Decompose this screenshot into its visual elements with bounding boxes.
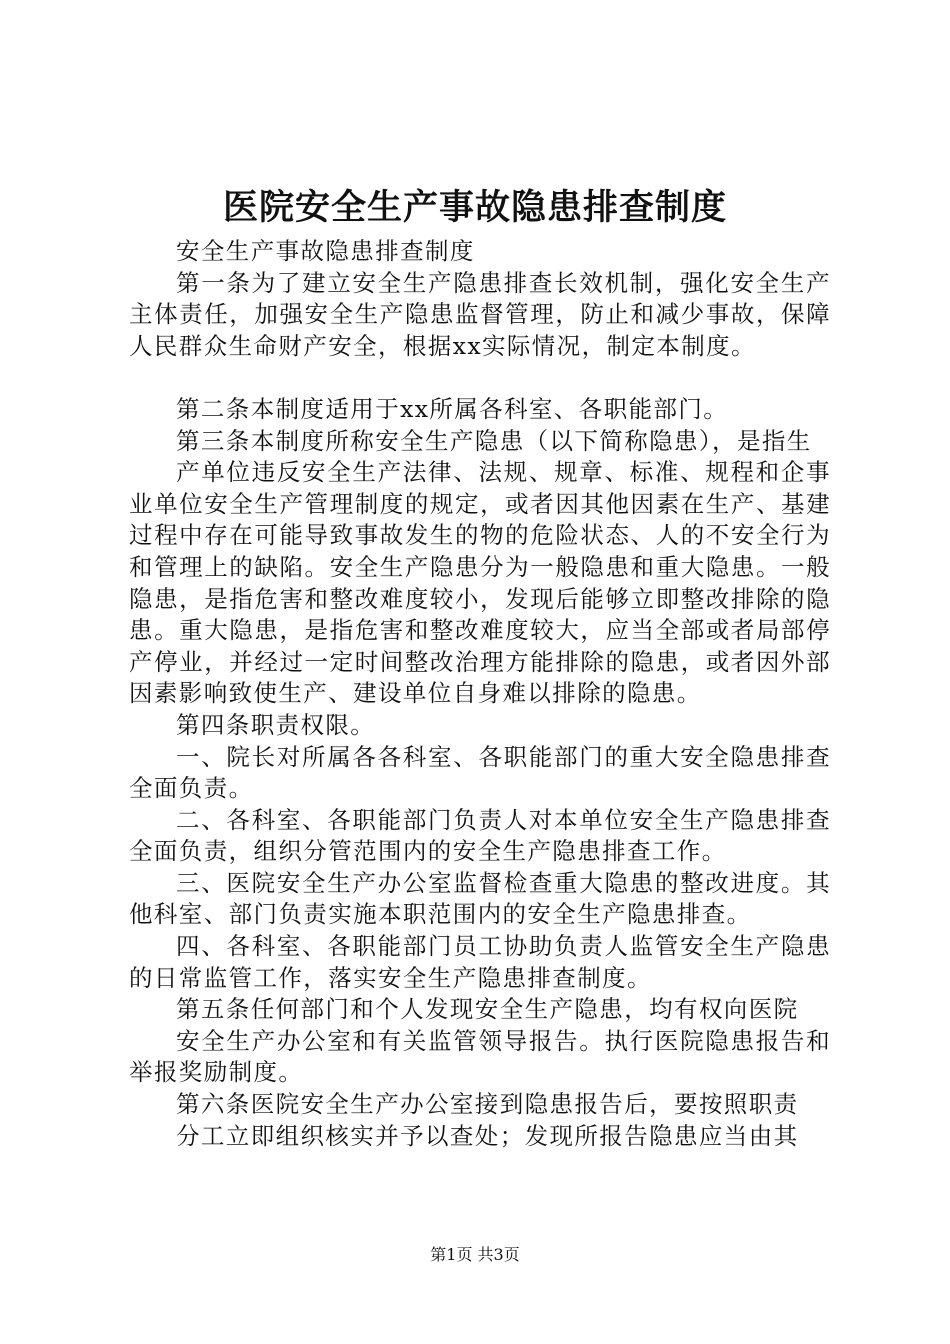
paragraph-article-4: 第四条职责权限。	[176, 710, 376, 739]
paragraph-subtitle: 安全生产事故隐患排查制度	[176, 237, 475, 265]
paragraph-article-6: 第六条医院安全生产办公室接到隐患报告后，要按照职责	[176, 1090, 799, 1119]
paragraph-item-1: 一、院长对所属各各科室、各职能部门的重大安全隐患排查全面负责。	[129, 742, 831, 803]
paragraph-item-3: 三、医院安全生产办公室监督检查重大隐患的整改进度。其他科室、部门负责实施本职范围内的安全生产隐患排查。	[129, 868, 831, 929]
page-number-footer: 第1页 共3页	[430, 1245, 520, 1264]
paragraph-item-4: 四、各科室、各职能部门员工协助负责人监管安全生产隐患的日常监管工作，落实安全生产隐患排查制度。	[129, 932, 831, 992]
document-body	[129, 236, 831, 1152]
paragraph-article-6-body: 分工立即组织核实并予以查处；发现所报告隐患应当由其	[176, 1121, 799, 1150]
paragraph-article-3: 第三条本制度所称安全生产隐患（以下简称隐患），是指生	[176, 426, 812, 455]
document-title: 医院安全生产事故隐患排查制度	[222, 187, 727, 228]
paragraph-article-1: 第一条为了建立安全生产隐患排查长效机制，强化安全生产主体责任，加强安全生产隐患监督管理，防止和减少事故，保障人民群众生命财产安全，根据xx实际情况，制定本制度。	[129, 268, 831, 360]
paragraph-item-2: 二、各科室、各职能部门负责人对本单位安全生产隐患排查全面负责，组织分管范围内的安全生产隐患排查工作。	[129, 805, 831, 866]
paragraph-article-5-body: 安全生产办公室和有关监管领导报告。执行医院隐患报告和举报奖励制度。	[129, 1026, 831, 1087]
paragraph-article-2: 第二条本制度适用于xx所属各科室、各职能部门。	[176, 394, 729, 423]
paragraph-article-3-body: 产单位违反安全生产法律、法规、规章、标准、规程和企事业单位安全生产管理制度的规定，或者因其他因素在生产、基建过程中存在可能导致事故发生的物的危险状态、人的不安全行为和管理上的缺陷。安全生产隐患分为一般隐患和重大隐患。一般隐患，是指危害和整改难度较小，发现后能够立即整改排除的隐患。重大隐患，是指危害和整改难度较大，应当全部或者局部停产停业，并经过一定时间整改治理方能排除的隐患，或者因外部因素影响致使生产、建设单位自身难以排除的隐患。	[129, 458, 831, 708]
paragraph-article-5: 第五条任何部门和个人发现安全生产隐患，均有权向医院	[176, 995, 799, 1024]
